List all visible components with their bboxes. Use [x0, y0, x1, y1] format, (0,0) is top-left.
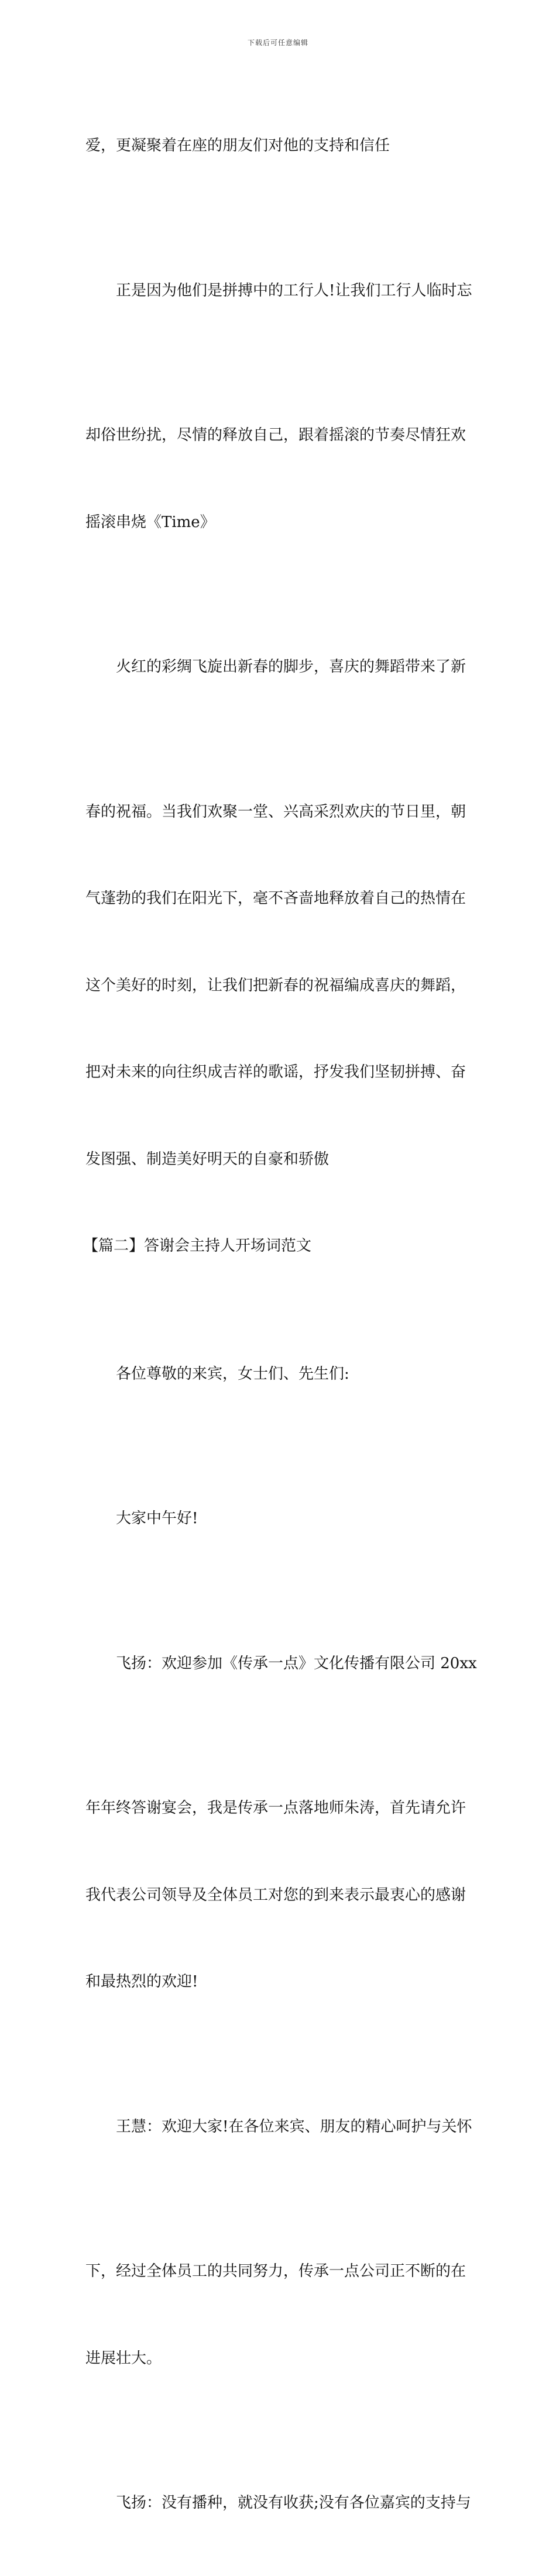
paragraph-continuation [85, 1736, 473, 2055]
paragraph [85, 2055, 473, 2200]
text-line: 发图强、制造美好明天的自豪和骄傲 [85, 1150, 330, 1168]
paragraph-continuation [85, 740, 473, 1232]
paragraph [85, 1592, 477, 1737]
text-line: 火红的彩绸飞旋出新春的脚步，喜庆的舞蹈带来了新 [116, 658, 466, 676]
paragraph [85, 1302, 473, 1447]
paragraph [85, 1447, 473, 1592]
text-line: 气蓬勃的我们在阳光下，毫不吝啬地释放着自己的热情在 [85, 890, 466, 907]
paragraph [85, 2431, 473, 2576]
paragraph [85, 595, 473, 740]
text-line: 把对未来的向往织成吉祥的歌谣，抒发我们坚韧拼搏、奋 [85, 1063, 466, 1081]
page-header: 下载后可任意编辑 [247, 39, 308, 47]
text-line: 飞扬：没有播种，就没有收获;没有各位嘉宾的支持与 [116, 2494, 471, 2512]
text-line: 和最热烈的欢迎! [85, 1973, 198, 1990]
text-line: 摇滚串烧《Time》 [85, 513, 215, 531]
section-heading: 【篇二】答谢会主持人开场词范文 [83, 1237, 312, 1255]
text-line: 大家中午好! [116, 1510, 198, 1527]
text-line: 年年终答谢宴会，我是传承一点落地师朱涛，首先请允许 [85, 1799, 466, 1817]
paragraph-continuation [85, 363, 473, 595]
text-line: 春的祝福。当我们欢聚一堂、兴高采烈欢庆的节日里，朝 [85, 803, 466, 821]
text-line: 飞扬：欢迎参加《传承一点》文化传播有限公司 20xx [116, 1654, 477, 1672]
spacer [85, 1261, 473, 1302]
text-line: 下，经过全体员工的共同努力，传承一点公司正不断的在 [85, 2262, 466, 2280]
text-line: 却俗世纷扰，尽情的释放自己，跟着摇滚的节奏尽情狂欢 [85, 426, 466, 444]
document-body [83, 74, 477, 2576]
text-line: 我代表公司领导及全体员工对您的到来表示最衷心的感谢 [85, 1886, 466, 1904]
text-line: 王慧：欢迎大家!在各位来宾、朋友的精心呵护与关怀 [116, 2117, 472, 2136]
paragraph [85, 219, 473, 364]
text-line: 进展壮大。 [85, 2349, 162, 2367]
text-line: 各位尊敬的来宾，女士们、先生们: [116, 1365, 349, 1383]
paragraph-continuation [85, 2199, 473, 2431]
paragraph [85, 74, 473, 219]
text-line: 正是因为他们是拼搏中的工行人!让我们工行人临时忘 [116, 281, 472, 299]
text-line: 爱，更凝聚着在座的朋友们对他的支持和信任 [85, 137, 390, 154]
text-line: 这个美好的时刻，让我们把新春的祝福编成喜庆的舞蹈， [85, 976, 466, 994]
